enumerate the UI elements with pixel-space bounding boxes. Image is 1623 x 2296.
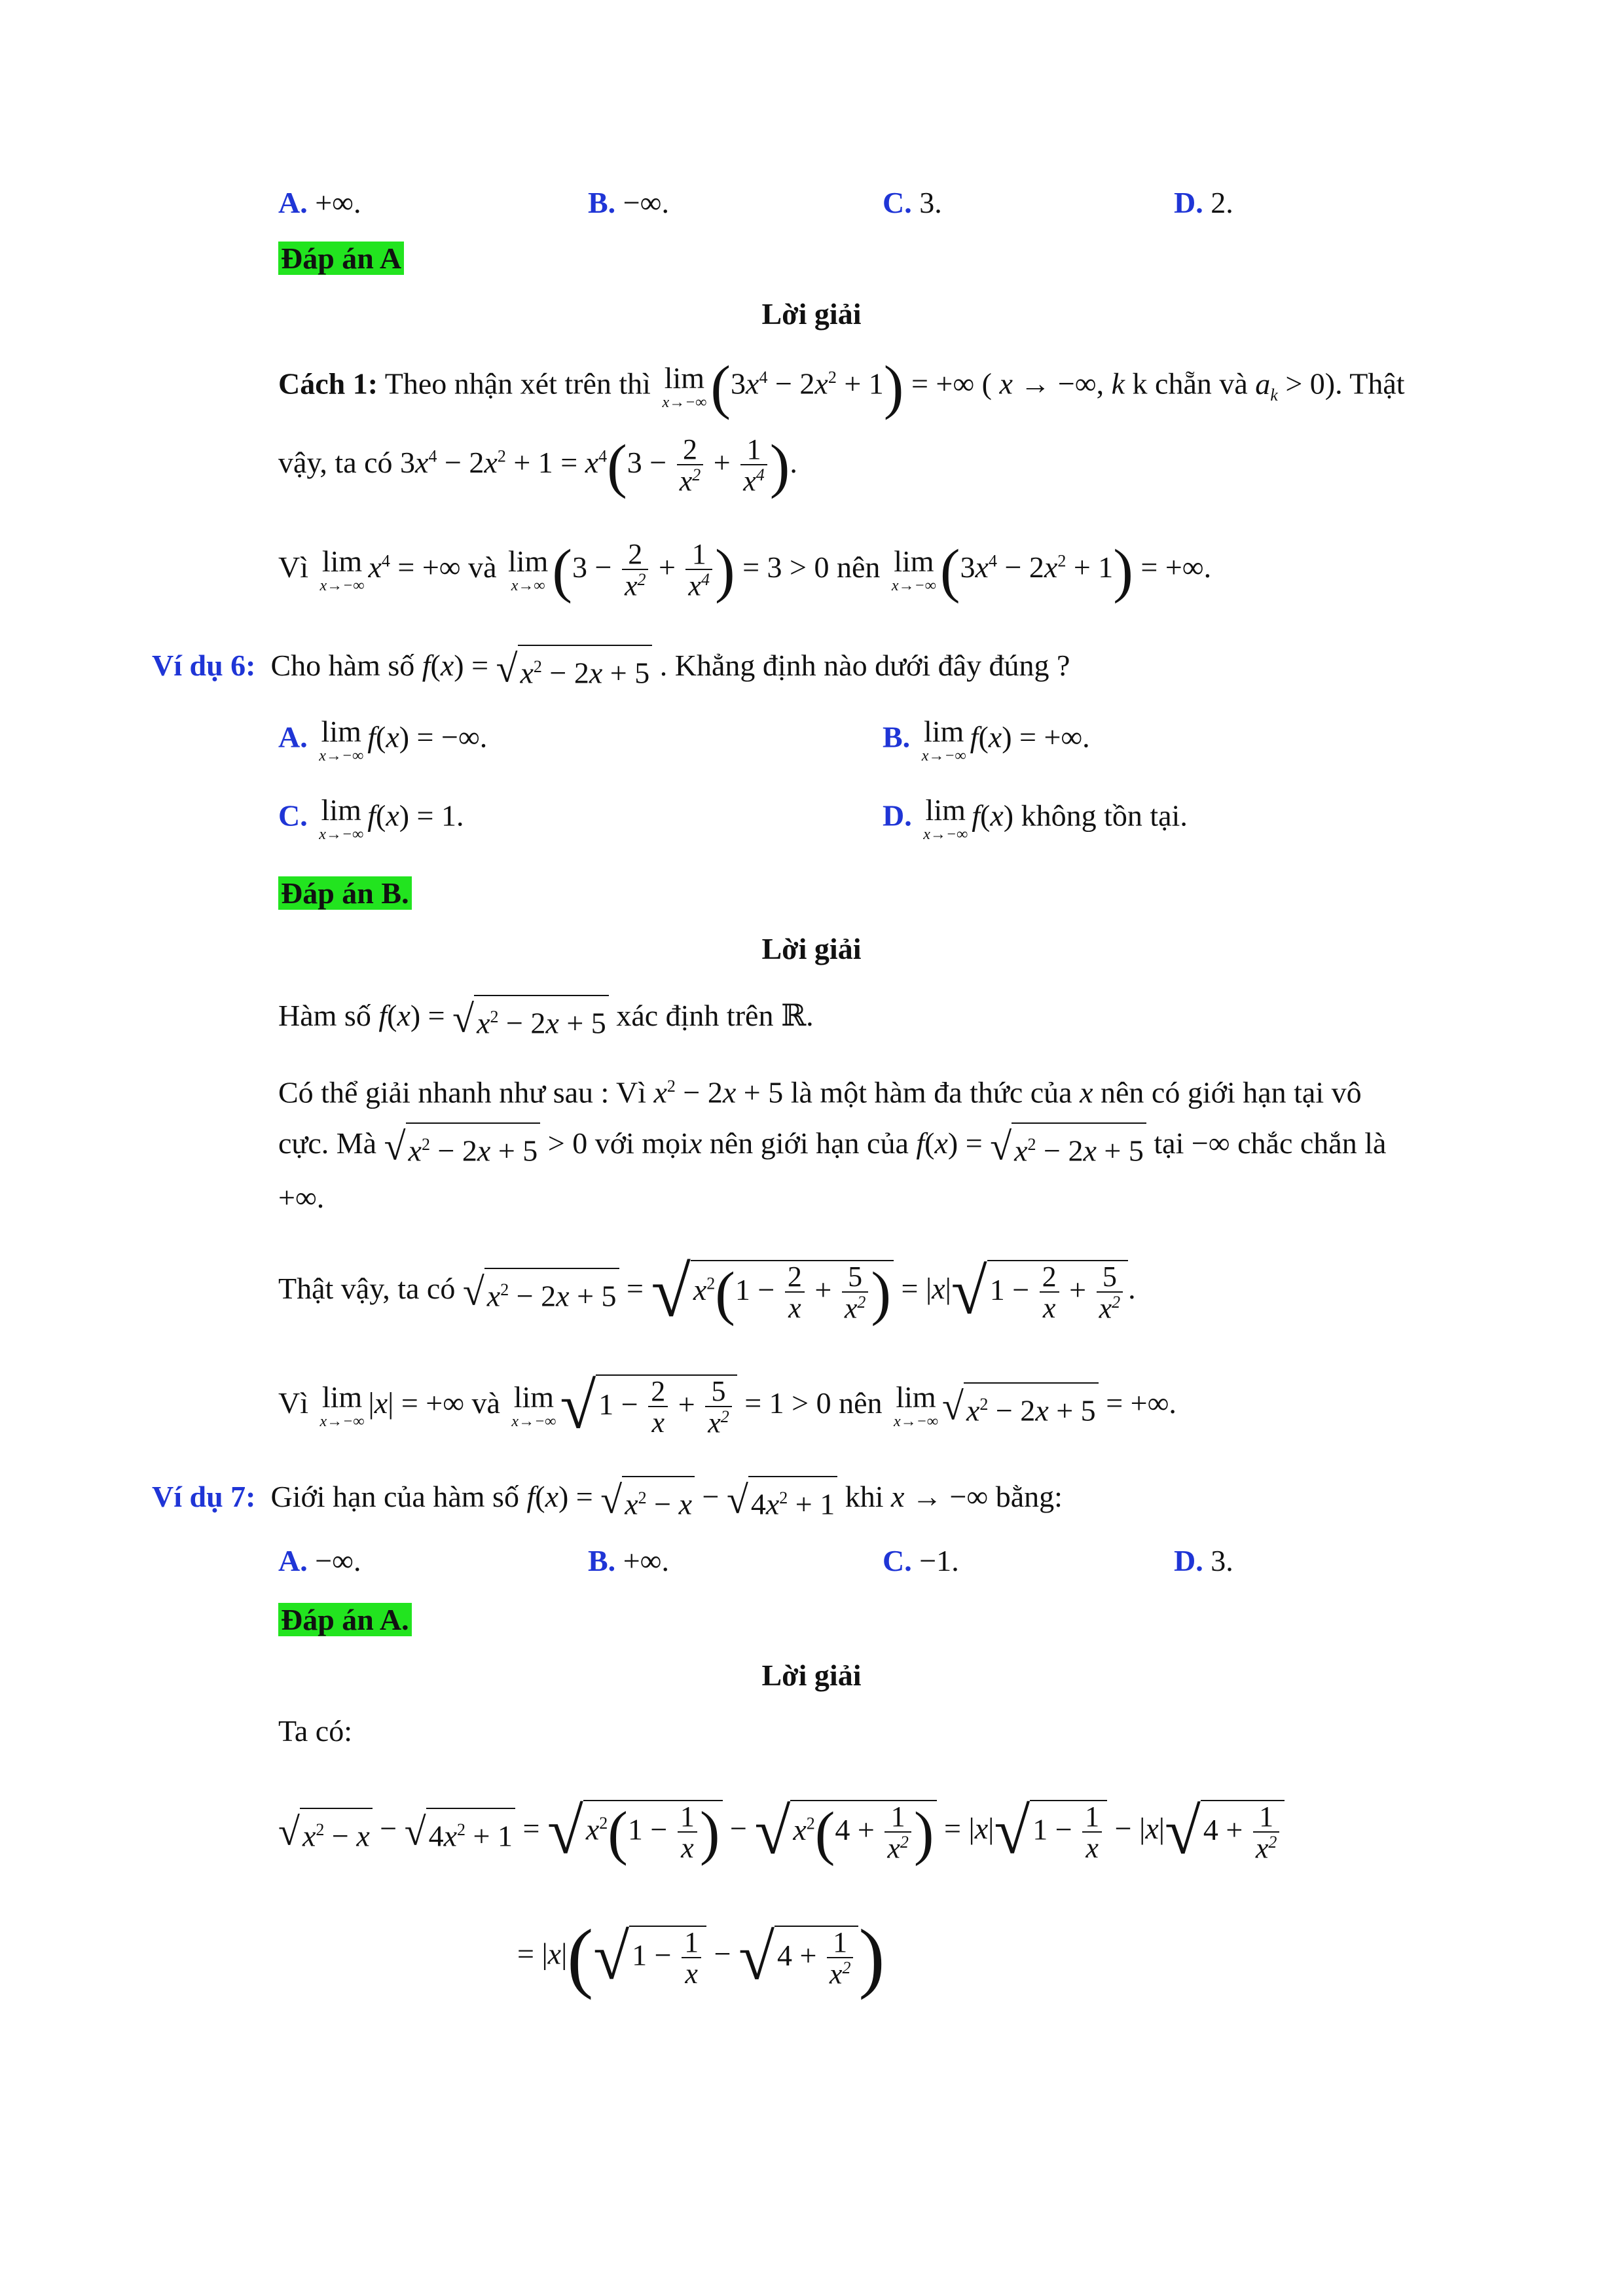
example6-statement: Ví dụ 6: Cho hàm số $f(x) = √x^2 - 2x + 5$ . Khẳng định nào dưới đây đúng ? [152, 645, 1070, 692]
top-option-a: A. +∞. [278, 186, 361, 219]
answer-3: Đáp án A. [278, 1600, 412, 1640]
solution-title-1: Lời giải [761, 297, 862, 331]
example6-option-b: B. lim x→−∞ f(x) = +∞. [883, 715, 1090, 764]
cach1-line2: vậy, ta có $3x^4 - 2x^2 + 1 = x^4(3$ − $\frac{2}{x^2}$ + $\frac{1}{x^4}$ ). [278, 432, 797, 499]
ex6-sol-line2: Có thể giải nhanh như sau : Vì $x^2 - 2x + 5$ là một hàm đa thức của x nên có giới hạn tại vô [278, 1075, 1362, 1109]
ex7-sol-line1: $√x^2 - x - √4x^2 + 1 = √x^2(1$ − $\frac{1}{x}$ ) − $√x^2(4$ + $\frac{1}{x^2}$ ) = |x|√1 − $\frac{1}{x}$ − |x|√4 + $\frac{1}{x^2}$ [278, 1800, 1285, 1863]
example7-option-a: A. −∞. [278, 1544, 361, 1577]
answer-1: Đáp án A [278, 239, 404, 278]
ex6-sol-line1: Hàm số $f(x) = √x^2 - 2x + 5$ xác định trên ℝ. [278, 995, 814, 1043]
example6-option-a: A. lim x→−∞ f(x) = −∞. [278, 715, 488, 764]
ex6-sol-line6: Vì lim x→−∞ |x| = +∞ và lim x→−∞ √1 − $\frac{2}{x}$ + $\frac{5}{x^2}$ = 1 > 0 nên lim x→−∞ $√x^2 - 2x + 5$ = +∞. [278, 1369, 1176, 1443]
ex6-sol-line5: Thật vậy, ta có $√x^2 - 2x + 5 = √x^2(1$ − $\frac{2}{x}$ + $\frac{5}{x^2}$ ) = |x|√1 − $\frac{2}{x}$ + $\frac{5}{x^2}$ . [278, 1251, 1136, 1332]
example6-option-d: D. lim x→−∞ f(x) không tồn tại. [883, 793, 1188, 843]
cach1-line3: Vì lim x→−∞ $x^4$ = +∞ và lim x→∞ (3 − $\frac{2}{x^2}$ + $\frac{1}{x^4}$ ) = 3 > 0 nên lim x→−∞ $(3x^4 - 2x^2 + 1)$ = +∞. [278, 537, 1212, 604]
ex7-taco: Ta có: [278, 1714, 353, 1748]
ex7-sol-line2: = |x|(√1 − $\frac{1}{x}$ − √4 + $\frac{1}{x^2}$ ) [517, 1913, 885, 2000]
top-option-b: B. −∞. [588, 186, 669, 219]
cach1-line1: Cách 1: Theo nhận xét trên thì lim x→−∞ $(3x^4 - 2x^2 + 1)$ = +∞ ( x → −∞, k k chẵn và $a_k > 0$). Thật [278, 353, 1405, 420]
example7-option-d: D. 3. [1174, 1544, 1233, 1577]
example7-option-b: B. +∞. [588, 1544, 669, 1577]
ex6-sol-line3: cực. Mà $√x^2 - 2x + 5 > 0$ với mọix nên giới hạn của $f(x) = √x^2 - 2x + 5$ tại −∞ chắc chắn là [278, 1122, 1386, 1170]
answer-2: Đáp án B. [278, 874, 412, 913]
solution-title-3: Lời giải [761, 1659, 862, 1692]
limit-expr: lim x→−∞ [662, 361, 707, 411]
ex6-sol-line4: +∞. [278, 1181, 325, 1214]
top-option-d: D. 2. [1174, 186, 1233, 219]
top-option-c: C. 3. [883, 186, 942, 219]
example7-option-c: C. −1. [883, 1544, 959, 1577]
example7-statement: Ví dụ 7: Giới hạn của hàm số $f(x) = √x^2 - x - √4x^2 + 1$ khi x → −∞ bằng: [152, 1476, 1063, 1524]
example6-option-c: C. lim x→−∞ f(x) = 1. [278, 793, 464, 843]
solution-title-2: Lời giải [761, 932, 862, 965]
